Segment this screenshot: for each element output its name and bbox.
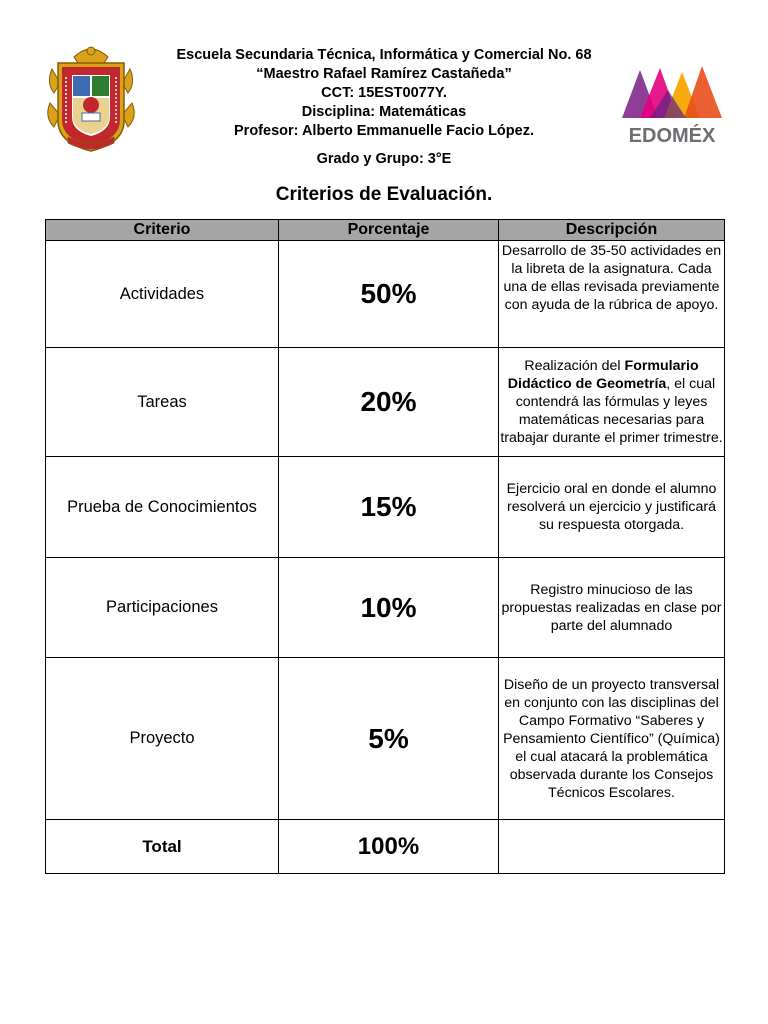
column-header-criterio: Criterio (46, 220, 279, 241)
edomex-logo (620, 62, 724, 146)
table-row (46, 348, 725, 457)
porcentaje-cell: 20% (279, 348, 499, 457)
descripcion-cell (499, 457, 725, 558)
criterio-cell: Actividades (46, 241, 279, 348)
document-header (150, 46, 618, 169)
school-honoree: “Maestro Rafael Ramírez Castañeda” (256, 66, 512, 82)
evaluation-criteria-table (45, 219, 725, 874)
descripcion-cell (499, 241, 725, 348)
page-title: Criterios de Evaluación. (275, 184, 493, 205)
school-cct: CCT: 15EST0077Y. (321, 85, 447, 101)
description-run: Desarrollo de 35-50 actividades en la libreta de la asignatura. Cada una de ellas revisada previamente con ayuda de la rúbrica de apoyo. (501, 243, 722, 313)
grade-group: Grado y Grupo: 3°E (316, 151, 452, 167)
description-run: Ejercicio oral en donde el alumno resolverá un ejercicio y justificará su respuesta otorgada. (506, 481, 717, 533)
total-percentage: 100% (279, 820, 499, 874)
description-text (499, 581, 724, 635)
criterio-cell: Prueba de Conocimientos (46, 457, 279, 558)
table-row (46, 558, 725, 658)
description-text (499, 357, 724, 447)
porcentaje-cell: 5% (279, 658, 499, 820)
table-total-row (46, 820, 725, 874)
description-text (499, 242, 724, 314)
table-row (46, 658, 725, 820)
description-run: Registro minucioso de las propuestas realizadas en clase por parte del alumnado (501, 581, 722, 634)
description-run: Formulario Didáctico de Geometría (507, 358, 699, 392)
criterio-cell: Proyecto (46, 658, 279, 820)
descripcion-cell (499, 658, 725, 820)
table-row (46, 457, 725, 558)
porcentaje-cell: 10% (279, 558, 499, 658)
criterio-cell: Tareas (46, 348, 279, 457)
school-name: Escuela Secundaria Técnica, Informática y Comercial No. 68 (176, 47, 592, 63)
teacher: Profesor: Alberto Emmanuelle Facio López. (234, 123, 534, 139)
description-run: Realización del (524, 358, 625, 374)
total-description (499, 820, 725, 874)
total-label: Total (46, 820, 279, 874)
porcentaje-cell: 50% (279, 241, 499, 348)
porcentaje-cell: 15% (279, 457, 499, 558)
descripcion-cell (499, 558, 725, 658)
criterio-cell: Participaciones (46, 558, 279, 658)
discipline: Disciplina: Matemáticas (301, 104, 467, 120)
description-run: Diseño de un proyecto transversal en conjunto con las disciplinas del Campo Formativo “Saberes y Pensamiento Científico” (Química) el cual atacará la problemática observada durante los Consejos Técnicos Escolares. (503, 676, 720, 801)
state-seal-icon (44, 43, 138, 155)
description-run: , el cual contendrá las fórmulas y leyes matemáticas necesarias para trabajar durante el primer trimestre. (500, 376, 723, 446)
table-header-row (46, 220, 725, 241)
descripcion-cell (499, 348, 725, 457)
table-row (46, 241, 725, 348)
column-header-descripcion: Descripción (499, 220, 725, 241)
description-text (499, 480, 724, 534)
logo-text: EDOMÉX (628, 125, 716, 146)
column-header-porcentaje: Porcentaje (279, 220, 499, 241)
description-text (499, 676, 724, 802)
